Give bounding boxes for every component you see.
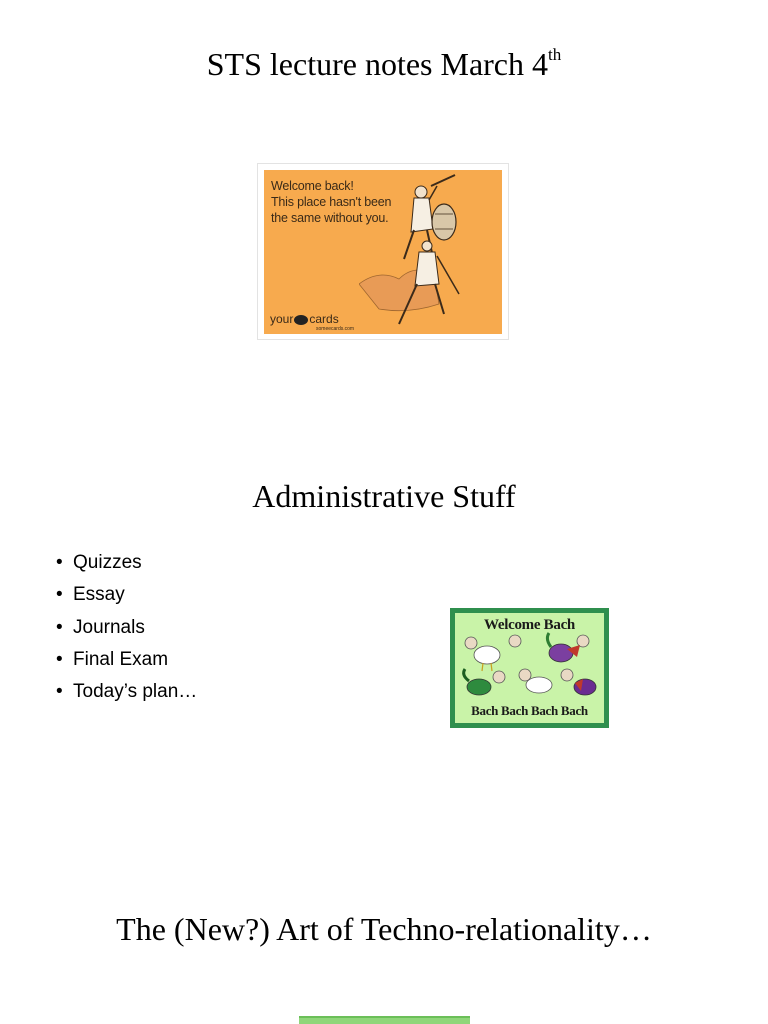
welcome-bach-caption: Bach Bach Bach Bach: [471, 703, 588, 718]
ecard-illustration: [359, 174, 499, 334]
welcome-bach-heading: Welcome Bach: [484, 617, 575, 633]
roosters-illustration: [455, 631, 604, 703]
ecard-url: someecards.com: [316, 326, 355, 332]
bullet-text: Journals: [73, 616, 145, 638]
bullet-marker: •: [56, 616, 63, 638]
ecard-panel: [264, 170, 502, 334]
bullet-item: [56, 581, 197, 613]
ecard-line-2: This place hasn't been: [271, 195, 392, 209]
slide-3-image-top-edge: [299, 1016, 470, 1024]
bullet-item: [56, 549, 197, 581]
slide-1-title: [0, 45, 768, 82]
bullet-item: [56, 614, 197, 646]
ecard-brand-logo: [270, 312, 339, 326]
bullet-marker: •: [56, 648, 63, 670]
ecard-line-1: Welcome back!: [271, 179, 354, 193]
ecard-image: [257, 163, 509, 340]
ecard-logo-icon: [294, 315, 308, 325]
bullet-item: [56, 678, 197, 710]
slide-1-title-text: STS lecture notes March 4: [206, 46, 548, 82]
bullet-item: [56, 646, 197, 678]
bullet-marker: •: [56, 552, 63, 573]
bullet-text: Quizzes: [73, 552, 142, 573]
bullet-marker: •: [56, 584, 63, 606]
bullet-text: Final Exam: [73, 648, 169, 670]
slide-1-title-ordinal: th: [548, 45, 562, 64]
welcome-bach-panel: [455, 613, 604, 723]
bullet-marker: •: [56, 681, 63, 703]
bullet-text: Essay: [73, 584, 125, 606]
slide-3-title: The (New?) Art of Techno-relationality…: [116, 911, 652, 947]
ecard-brand-right: cards: [309, 312, 339, 326]
ecard-brand-left: your: [270, 312, 294, 326]
bullet-text: Today’s plan…: [73, 681, 198, 703]
slide-2-title: Administrative Stuff: [252, 478, 516, 514]
ecard-line-3: the same without you.: [271, 211, 389, 225]
welcome-bach-image: [450, 608, 609, 728]
bullet-list: [56, 549, 197, 710]
